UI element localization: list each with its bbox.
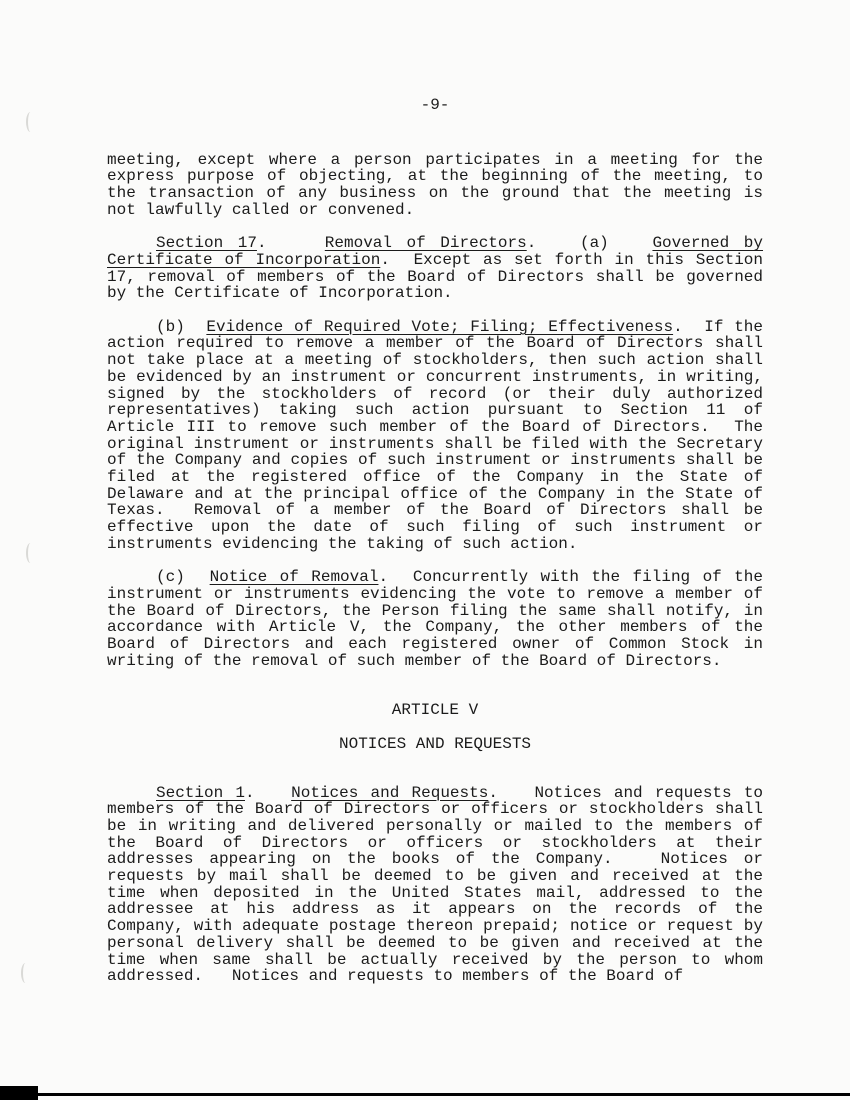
text-run: . Notices and requests to members of the Board of Directors or officers or stockholders shall be in writing and delivered personally or mailed to the members of the Board of Directors or officers or stockholders at their addresses appearing on the books of the Company. Notices or requests by mail shall be deemed to be given and received at the time when deposited in the United States mail, addressed to the addressee at his address as it appears on the records of the Company, with adequate postage thereon prepaid; notice or request by personal delivery shall be deemed to be given and received at the time when same shall be actually received by the person to whom addressed. Notices and requests to members of the Board of (107, 783, 764, 986)
underlined-text-run: Section 1 (156, 783, 245, 802)
underlined-text-run: Notice of Removal (209, 568, 379, 587)
underlined-text-run: Governed by Certificate of Incorporation (107, 234, 764, 269)
page-content (107, 97, 763, 1002)
article-v-heading: ARTICLE V (391, 701, 479, 720)
scan-edge-line-artifact (37, 1093, 850, 1096)
text-run: . (a) (526, 234, 653, 253)
scan-artifact (21, 963, 30, 983)
underlined-text-run: Removal of Directors (324, 234, 527, 253)
underlined-text-run: Notices and Requests (291, 783, 489, 802)
scan-artifact (26, 112, 35, 132)
text-run: . (256, 234, 325, 253)
text-run: . Concurrently with the filing of the instrument or instruments evidencing the vote to remove a member of the Board of Directors, the Person filing the same shall notify, in accordance with Article V, the Company, the other members of the Board of Directors and each registered owner of Common Stock in writing of the removal of such member of the Board of Directors. (107, 568, 763, 670)
paragraph-notice-of-removal (107, 569, 763, 669)
notices-and-requests-heading: NOTICES AND REQUESTS (338, 734, 532, 753)
text-run: . Except as set forth in this Section 17, removal of members of the Board of Directors shall be governed by the Certificate of Incorporation. (107, 250, 764, 303)
scan-artifact (26, 543, 35, 563)
text-run: (b) (156, 317, 207, 336)
paragraph-meeting-continuation (107, 152, 763, 219)
paragraph-section-1-notices-and-requests (107, 785, 763, 985)
text-run: meeting, except where a person participates in a meeting for the express purpose of objecting, at the beginning of the meeting, to the transaction of any business on the ground that the meeting is not lawfully called or convened. (107, 150, 763, 219)
paragraph-evidence-of-required-vote (107, 319, 763, 553)
page-number: -9- (420, 96, 450, 114)
scan-edge-corner-artifact (0, 1086, 38, 1100)
paragraph-section-17-removal-of-directors (107, 235, 763, 302)
underlined-text-run: Evidence of Required Vote; Filing; Effectiveness (206, 317, 674, 336)
text-run: . If the action required to remove a member of the Board of Directors shall not take place at a meeting of stockholders, then such action shall be evidenced by an instrument or concurrent instruments, in writing, signed by the stockholders of record (or their duly authorized representatives) taking such action pursuant to Section 11 of Article III to remove such member of the Board of Directors. The original instrument or instruments shall be filed with the Secretary of the Company and copies of such instrument or instruments shall be filed at the registered office of the Company in the State of Delaware and at the principal office of the Company in the State of Texas. Removal of a member of the Board of Directors shall be effective upon the date of such filing of such instrument or instruments evidencing the taking of such action. (107, 317, 763, 553)
text-run: (c) (156, 568, 210, 587)
underlined-text-run: Section 17 (156, 234, 257, 253)
text-run: . (245, 783, 292, 802)
